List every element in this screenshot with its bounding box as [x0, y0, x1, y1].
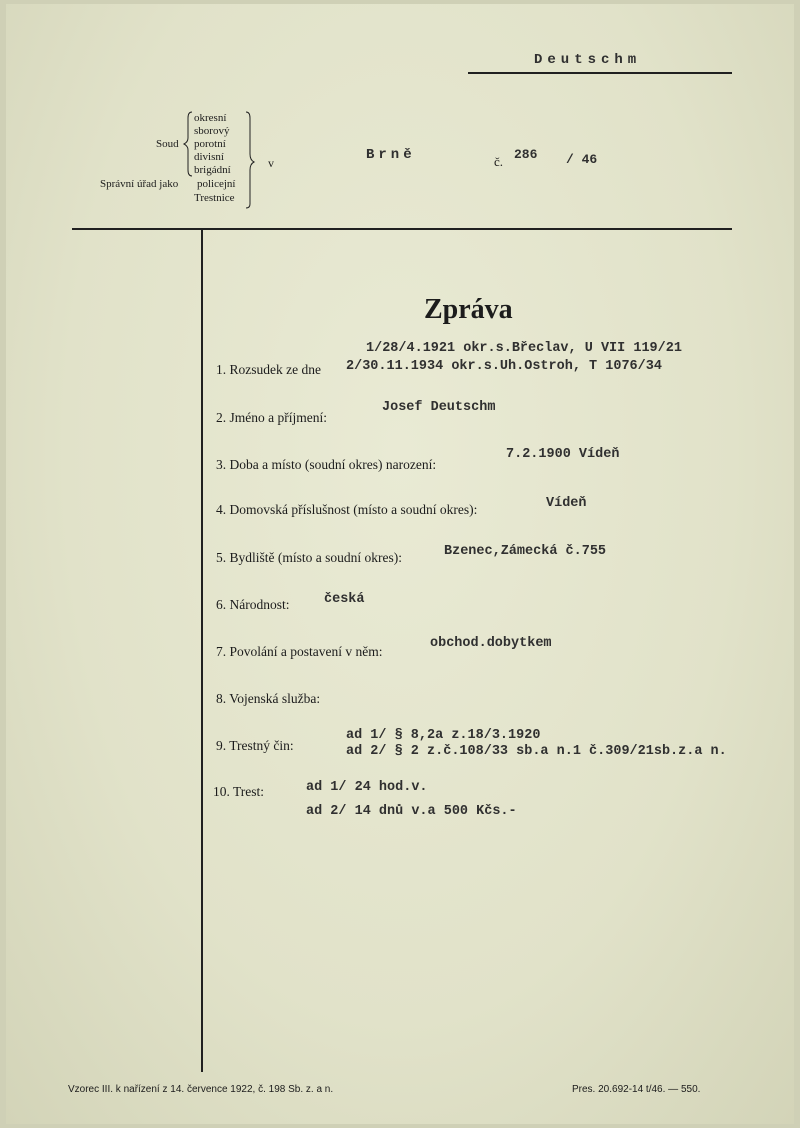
document-title: Zpráva [424, 294, 513, 325]
field-value-judgment-1: 1/28/4.1921 okr.s.Břeclav, U VII 119/21 [366, 341, 682, 356]
file-number: 286 [514, 147, 538, 162]
field-label-military: 8. Vojenská služba: [216, 691, 321, 706]
field-value-sentence-1: ad 1/ 24 hod.v. [306, 780, 428, 795]
field-value-residence: Bzenec,Zámecká č.755 [444, 544, 607, 559]
field-label-name: 2. Jméno a příjmení: [216, 410, 327, 425]
admin-option-trestnice: Trestnice [194, 192, 235, 204]
field-value-name: Josef Deutschm [382, 400, 496, 415]
field-value-domicile: Vídeň [546, 496, 587, 511]
city-value: Brně [366, 147, 416, 163]
field-value-sentence-2: ad 2/ 14 dnů v.a 500 Kčs.- [306, 804, 517, 819]
court-option-sborovy: sborový [194, 125, 230, 137]
surname-header: Deutschm [534, 52, 642, 68]
footer-form-reference: Vzorec III. k nařízení z 14. července 1922, č. 198 Sb. z. a n. [68, 1084, 334, 1095]
field-value-occupation: obchod.dobytkem [430, 636, 552, 651]
field-label-occupation: 7. Povolání a postavení v něm: [216, 644, 383, 659]
field-label-nationality: 6. Národnost: [216, 597, 290, 612]
court-label: Soud [156, 138, 179, 150]
margin-rule [201, 230, 203, 1072]
court-option-porotni: porotní [194, 138, 226, 150]
admin-option-policejni: policejní [197, 178, 236, 190]
field-value-offence-1: ad 1/ § 8,2a z.18/3.1920 [346, 728, 541, 743]
document-page [6, 4, 794, 1124]
field-label-offence: 9. Trestný čin: [216, 738, 294, 753]
court-brackets [180, 108, 260, 212]
surname-underline [468, 72, 732, 74]
field-value-judgment-2: 2/30.11.1934 okr.s.Uh.Ostroh, T 1076/34 [346, 359, 662, 374]
file-year: / 46 [566, 152, 598, 167]
footer-print-reference: Pres. 20.692-14 t/46. — 550. [572, 1084, 701, 1095]
court-option-brigadni: brigádní [194, 164, 231, 176]
field-label-judgment: 1. Rozsudek ze dne [216, 362, 321, 377]
field-label-sentence: 10. Trest: [213, 784, 265, 799]
v-label: v [268, 156, 274, 170]
header-divider [72, 228, 732, 230]
court-option-okresni: okresní [194, 112, 227, 124]
field-label-birth: 3. Doba a místo (soudní okres) narození: [216, 457, 437, 472]
admin-office-label: Správní úřad jako [100, 178, 179, 190]
field-value-birth: 7.2.1900 Vídeň [506, 447, 620, 462]
court-option-divisni: divisní [194, 151, 224, 163]
field-label-residence: 5. Bydliště (místo a soudní okres): [216, 550, 402, 565]
field-value-nationality: česká [324, 592, 365, 607]
field-label-domicile: 4. Domovská příslušnost (místo a soudní okres): [216, 502, 478, 517]
number-prefix: č. [494, 154, 504, 169]
field-value-offence-2: ad 2/ § 2 z.č.108/33 sb.a n.1 č.309/21sb.z.a n. [346, 744, 727, 759]
